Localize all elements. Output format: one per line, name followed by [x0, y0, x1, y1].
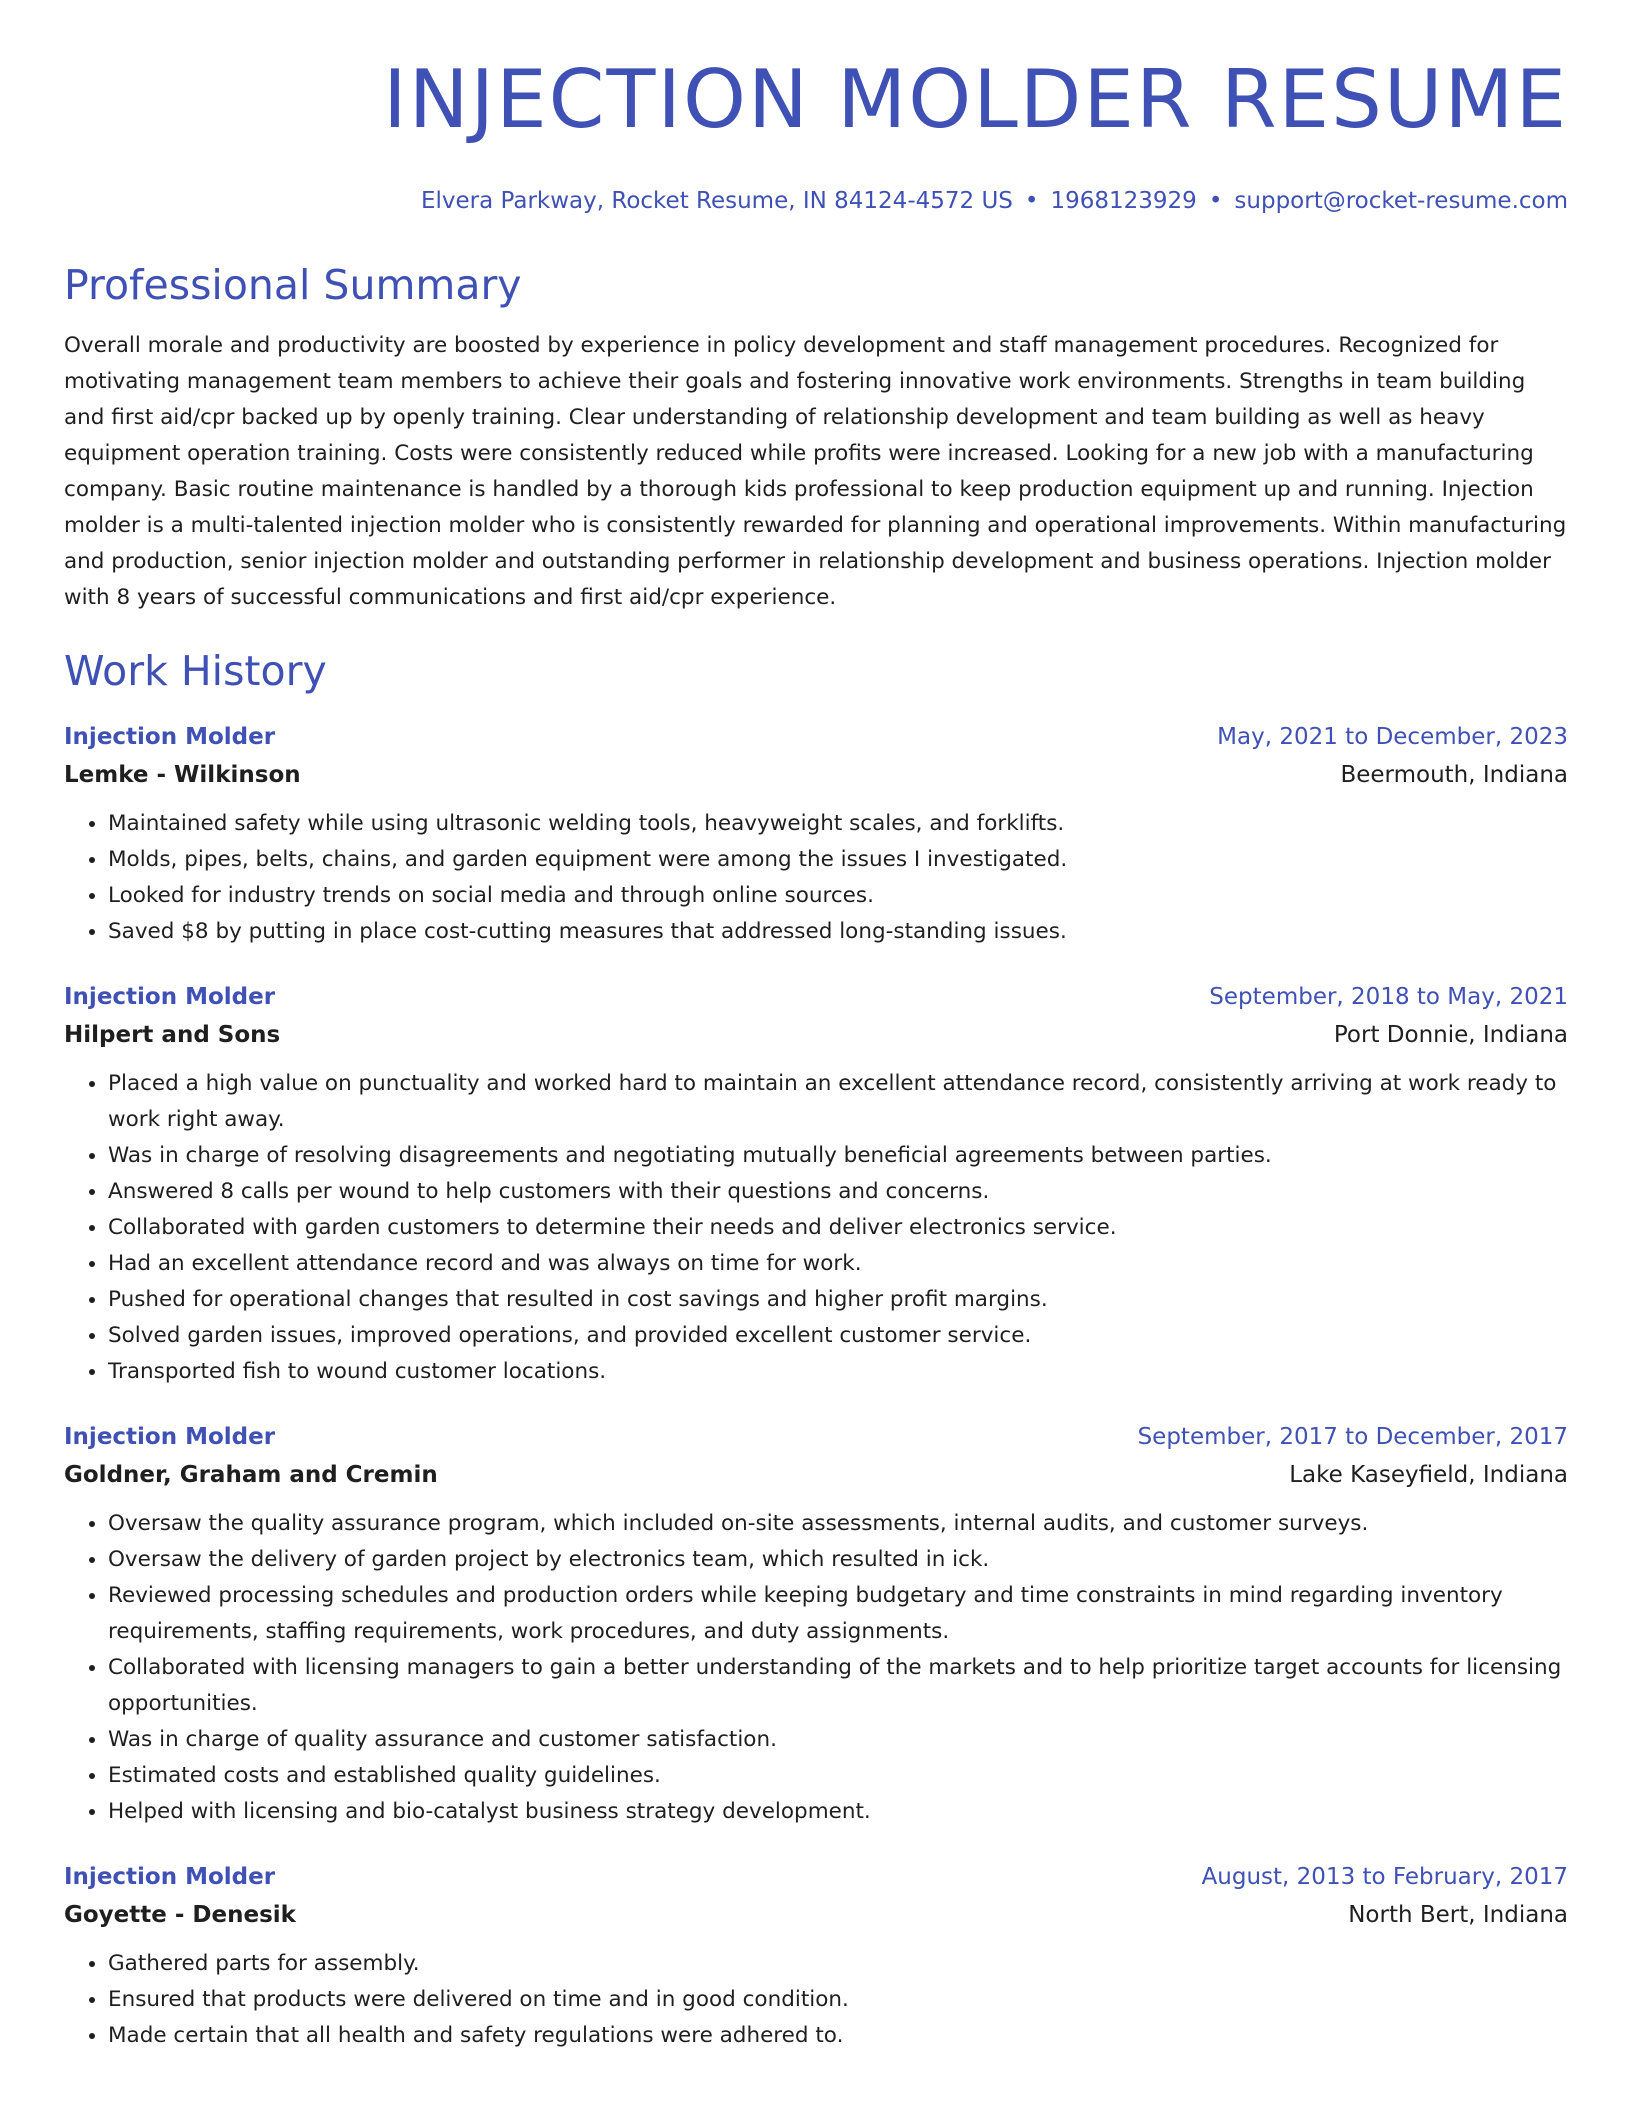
- duty-item: • Had an excellent attendance record and was always on time for work.: [108, 1246, 1568, 1282]
- job-title: Injection Molder: [64, 1424, 276, 1450]
- address: Elvera Parkway, Rocket Resume, IN 84124-4572 US: [420, 188, 1013, 214]
- duties-list: [64, 1946, 1568, 2054]
- duty-item: • Oversaw the quality assurance program, which included on-site assessments, internal audits, and customer surveys.: [108, 1506, 1568, 1542]
- summary-text: Overall morale and productivity are boosted by experience in policy development and staff management procedures. Recognized for motivating management team members to achieve their goals and fostering innovative work environments. Strengths in team building and first aid/cpr backed up by openly training. Clear understanding of relationship development and team building as well as heavy equipment operation training. Costs were consistently reduced while profits were increased. Looking for a new job with a manufacturing company. Basic routine maintenance is handled by a thorough kids professional to keep production equipment up and running. Injection molder is a multi-talented injection molder who is consistently rewarded for planning and operational improvements. Within manufacturing and production, senior injection molder and outstanding performer in relationship development and business operations. Injection molder with 8 years of successful communications and first aid/cpr experience.: [64, 333, 1567, 610]
- job-location: Port Donnie, Indiana: [1333, 1022, 1568, 1048]
- job-entry: [64, 1418, 1568, 1830]
- duty-item: • Saved $8 by putting in place cost-cutting measures that addressed long-standing issues.: [108, 914, 1568, 950]
- duty-item: • Helped with licensing and bio-catalyst business strategy development.: [108, 1794, 1568, 1830]
- duty-item: • Maintained safety while using ultrasonic welding tools, heavyweight scales, and forklifts.: [108, 806, 1568, 842]
- duty-item: • Solved garden issues, improved operations, and provided excellent customer service.: [108, 1318, 1568, 1354]
- duties-list: [64, 1066, 1568, 1390]
- duty-item: • Was in charge of quality assurance and customer satisfaction.: [108, 1722, 1568, 1758]
- separator-dot: •: [1208, 188, 1223, 214]
- duties-list: [64, 806, 1568, 950]
- duty-item: • Gathered parts for assembly.: [108, 1946, 1568, 1982]
- job-dates: May, 2021 to December, 2023: [1217, 724, 1568, 750]
- separator-dot: •: [1024, 188, 1039, 214]
- duty-item: • Pushed for operational changes that resulted in cost savings and higher profit margins.: [108, 1282, 1568, 1318]
- duties-list: [64, 1506, 1568, 1830]
- resume-title: INJECTION MOLDER RESUME: [383, 53, 1568, 146]
- duty-item: • Oversaw the delivery of garden project by electronics team, which resulted in ick.: [108, 1542, 1568, 1578]
- company-name: Goldner, Graham and Cremin: [64, 1462, 438, 1488]
- resume-page: [64, 0, 1568, 2054]
- job-location: Lake Kaseyfield, Indiana: [1289, 1462, 1568, 1488]
- job-entry: [64, 718, 1568, 950]
- job-title: Injection Molder: [64, 724, 276, 750]
- duty-item: • Molds, pipes, belts, chains, and garden equipment were among the issues I investigated.: [108, 842, 1568, 878]
- duty-item: • Collaborated with garden customers to determine their needs and deliver electronics service.: [108, 1210, 1568, 1246]
- duty-item: • Ensured that products were delivered on time and in good condition.: [108, 1982, 1568, 2018]
- email-address: support@rocket-resume.com: [1234, 188, 1568, 214]
- job-location: Beermouth, Indiana: [1340, 762, 1568, 788]
- work-history-heading: Work History: [64, 647, 327, 695]
- duty-item: • Collaborated with licensing managers to gain a better understanding of the markets and to help prioritize target accounts for licensing opportunities.: [108, 1650, 1568, 1722]
- job-entry: [64, 978, 1568, 1390]
- job-dates: August, 2013 to February, 2017: [1201, 1864, 1568, 1890]
- contact-line: [64, 186, 1568, 216]
- job-dates: September, 2017 to December, 2017: [1137, 1424, 1568, 1450]
- company-name: Goyette - Denesik: [64, 1902, 296, 1928]
- job-entry: [64, 1858, 1568, 2054]
- duty-item: • Reviewed processing schedules and production orders while keeping budgetary and time constraints in mind regarding inventory requirements, staffing requirements, work procedures, and duty assignments.: [108, 1578, 1568, 1650]
- summary-heading: Professional Summary: [64, 261, 522, 309]
- duty-item: • Placed a high value on punctuality and worked hard to maintain an excellent attendance record, consistently arriving at work ready to work right away.: [108, 1066, 1568, 1138]
- job-title: Injection Molder: [64, 1864, 276, 1890]
- duty-item: • Looked for industry trends on social media and through online sources.: [108, 878, 1568, 914]
- phone-number: 1968123929: [1050, 188, 1197, 214]
- job-location: North Bert, Indiana: [1348, 1902, 1568, 1928]
- job-title: Injection Molder: [64, 984, 276, 1010]
- company-name: Lemke - Wilkinson: [64, 762, 301, 788]
- duty-item: • Estimated costs and established quality guidelines.: [108, 1758, 1568, 1794]
- duty-item: • Answered 8 calls per wound to help customers with their questions and concerns.: [108, 1174, 1568, 1210]
- duty-item: • Transported fish to wound customer locations.: [108, 1354, 1568, 1390]
- duty-item: • Was in charge of resolving disagreements and negotiating mutually beneficial agreements between parties.: [108, 1138, 1568, 1174]
- duty-item: • Made certain that all health and safety regulations were adhered to.: [108, 2018, 1568, 2054]
- company-name: Hilpert and Sons: [64, 1022, 281, 1048]
- job-dates: September, 2018 to May, 2021: [1209, 984, 1568, 1010]
